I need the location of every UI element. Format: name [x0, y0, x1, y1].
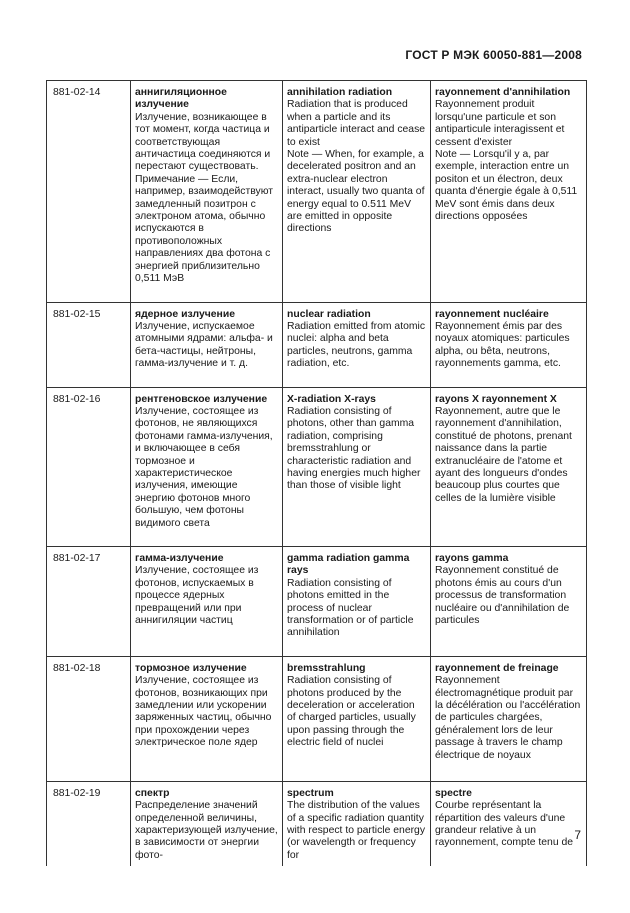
- term-number: 881-02-18: [47, 656, 131, 781]
- term-definition: Излучение, состоящее из фотонов, испускаемых в процессе ядерных превращений или при аннигиляции частиц: [135, 565, 259, 627]
- term-title: гамма-излучение: [135, 553, 224, 564]
- term-definition: Radiation that is produced when a particle and its antiparticle interact and cease to exist: [287, 99, 426, 148]
- table-row: [47, 547, 587, 657]
- term-number: 881-02-15: [47, 302, 131, 387]
- term-definition: Излучение, состоящее из фотонов, не являющихся фотонами гамма-излучения, и включающее в себя тормозное и характеристическое излучения, имеющие энергию фотонов много большую, чем фотоны видимого света: [135, 405, 273, 529]
- english-cell: [283, 547, 431, 657]
- term-note: Примечание — Если, например, взаимодействуют замедленный позитрон с электроном атома, обычно испускаются в противоположных направлениях два фотона с энергией приблизительно 0,511 МэВ: [135, 173, 274, 285]
- french-cell: [431, 387, 587, 546]
- table-row: [47, 81, 587, 303]
- term-note: Note — Lorsqu'il y a, par exemple, interaction entre un positon et un électron, deux quanta d'énergie égale à 0,511 MeV sont émis dans deux directions opposées: [435, 149, 578, 223]
- russian-cell: [131, 302, 283, 387]
- english-cell: [283, 781, 431, 866]
- document-code-header: ГОСТ Р МЭК 60050-881—2008: [405, 48, 582, 62]
- term-definition: The distribution of the values of a specific radiation quantity with respect to particle energy (or wavelength or frequency for: [287, 800, 426, 861]
- term-title: nuclear radiation: [287, 308, 371, 320]
- term-note: Note — When, for example, a decelerated positron and an extra-nuclear electron interact, usually two quanta of energy equal to 0.511 MeV are emitted in opposite directions: [287, 149, 425, 235]
- russian-cell: [131, 656, 283, 781]
- term-number: 881-02-19: [47, 781, 131, 866]
- term-definition: Rayonnement émis par des noyaux atomiques: particules alpha, ou bêta, neutrons, rayonnements gamma, etc.: [435, 320, 570, 370]
- french-cell: [431, 81, 587, 303]
- table-row: [47, 656, 587, 781]
- term-definition: Rayonnement, autre que le rayonnement d'annihilation, constitué de photons, prenant naissance dans la partie extranucléaire de l'atome et ayant des longueurs d'ondes beaucoup plus courtes que celles de la lumière visible: [435, 405, 572, 504]
- term-title: ядерное излучение: [135, 308, 235, 320]
- term-title: rayons gamma: [435, 553, 509, 564]
- russian-cell: [131, 387, 283, 546]
- table-row: [47, 387, 587, 546]
- term-title: тормозное излучение: [135, 662, 247, 674]
- term-title: spectre: [435, 787, 472, 799]
- term-definition: Rayonnement constitué de photons émis au cours d'un processus de transformation nucléaire ou d'annihilation de particules: [435, 565, 570, 627]
- french-cell: [431, 656, 587, 781]
- term-title: gamma radiation gamma rays: [287, 553, 410, 577]
- term-definition: Courbe représentant la répartition des valeurs d'une grandeur relative à un rayonnement, compte tenu de: [435, 800, 574, 849]
- term-title: rayonnement d'annihilation: [435, 87, 571, 98]
- term-title: спектр: [135, 787, 170, 799]
- page-number: 7: [574, 828, 581, 842]
- term-number: 881-02-16: [47, 387, 131, 546]
- french-cell: [431, 302, 587, 387]
- term-definition: Radiation consisting of photons emitted in the process of nuclear transformation or of particle annihilation: [287, 577, 414, 639]
- table-row: [47, 781, 587, 866]
- term-title: spectrum: [287, 787, 334, 799]
- term-number: 881-02-17: [47, 547, 131, 657]
- term-definition: Radiation consisting of photons, other than gamma radiation, comprising bremsstrahlung or characteristic radiation and having energies much higher than those of visible light: [287, 405, 421, 492]
- term-title: рентгеновское излучение: [135, 393, 268, 405]
- term-definition: Распределение значений определенной величины, характеризующей излучение, в зависимости от энергии фото-: [135, 800, 278, 861]
- term-title: bremsstrahlung: [287, 662, 366, 674]
- english-cell: [283, 302, 431, 387]
- term-title: rayons X rayonnement X: [435, 393, 557, 405]
- term-title: rayonnement nucléaire: [435, 308, 549, 320]
- term-title: rayonnement de freinage: [435, 662, 559, 674]
- term-definition: Излучение, состоящее из фотонов, возникающих при замедлении или ускорении заряженных частиц, обычно при прохождении через электрическое поле ядер: [135, 675, 272, 749]
- english-cell: [283, 387, 431, 546]
- table-row: [47, 302, 587, 387]
- russian-cell: [131, 81, 283, 303]
- term-title: аннигиляционное излучение: [135, 87, 227, 111]
- term-number: 881-02-14: [47, 81, 131, 303]
- term-definition: Rayonnement produit lorsqu'une particule et son antiparticule interagissent et cessent d'exister: [435, 99, 565, 148]
- term-definition: Radiation consisting of photons produced by the deceleration or acceleration of charged particles, usually upon passing through the electric field of nuclei: [287, 675, 416, 749]
- term-definition: Rayonnement électromagnétique produit par la décélération ou l'accélération de particules chargées, généralement lors de leur passage à travers le champ électrique de noyaux: [435, 675, 581, 761]
- terms-table: [46, 80, 587, 866]
- english-cell: [283, 656, 431, 781]
- term-title: X-radiation X-rays: [287, 393, 376, 405]
- term-definition: Radiation emitted from atomic nuclei: alpha and beta particles, neutrons, gamma radiation, etc.: [287, 320, 426, 370]
- french-cell: [431, 781, 587, 866]
- french-cell: [431, 547, 587, 657]
- term-definition: Излучение, испускаемое атомными ядрами: альфа- и бета-частицы, нейтроны, гамма-излучение и т. д.: [135, 320, 273, 370]
- term-definition: Излучение, возникающее в тот момент, когда частица и соответствующая античастица соединяются и перестают существовать.: [135, 111, 271, 173]
- english-cell: [283, 81, 431, 303]
- term-title: annihilation radiation: [287, 87, 393, 98]
- russian-cell: [131, 781, 283, 866]
- russian-cell: [131, 547, 283, 657]
